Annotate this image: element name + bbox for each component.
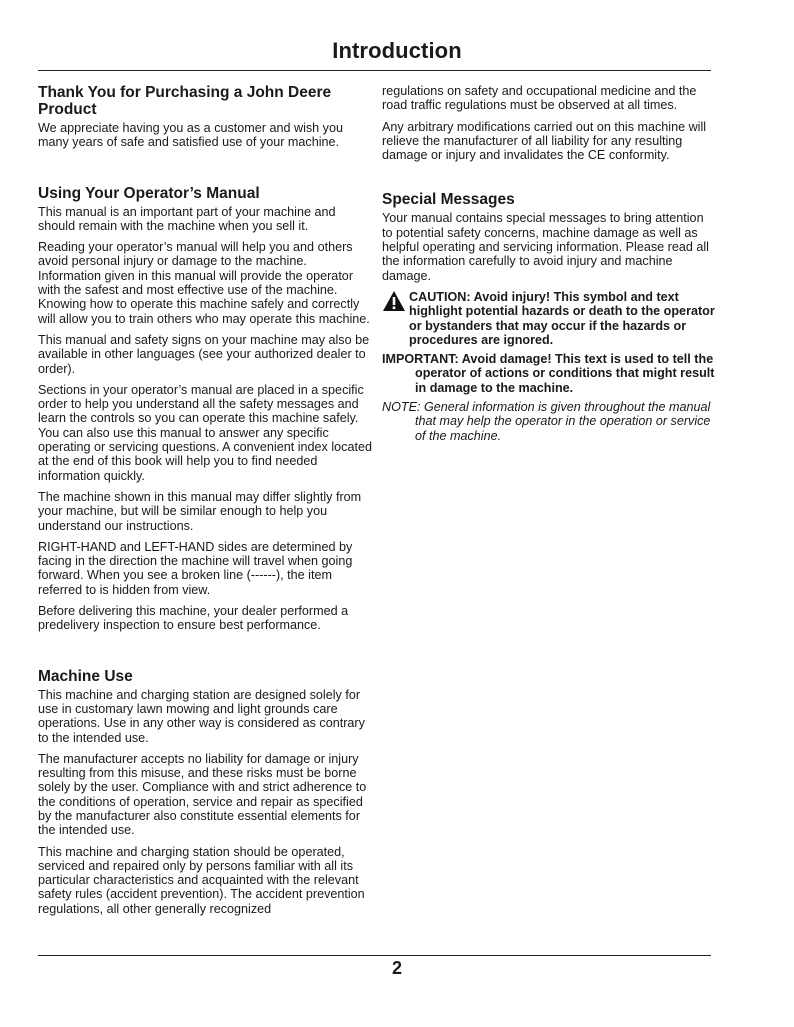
right-column bbox=[382, 84, 716, 448]
header-divider bbox=[38, 70, 711, 71]
heading-operators-manual: Using Your Operator’s Manual bbox=[38, 184, 260, 202]
paragraph: RIGHT-HAND and LEFT-HAND sides are determined by facing in the direction the machine will travel when going forward. When you see a broken line (------), the item referred to is hidden from view. bbox=[38, 539, 353, 597]
heading-thank-you: Thank You for Purchasing a John Deere Product bbox=[38, 84, 332, 118]
note-message: NOTE: General information is given throughout the manual that may help the operator in the operation or service of the machine. bbox=[382, 400, 711, 443]
paragraph: Your manual contains special messages to bring attention to potential safety concerns, machine damage as well as helpful operating and servicing information. Please read all the information carefully to avoid injury and machine damage. bbox=[382, 211, 709, 283]
page-number: 2 bbox=[391, 958, 402, 978]
section-special-messages bbox=[382, 191, 716, 442]
footer-divider bbox=[38, 955, 711, 956]
warning-triangle-icon bbox=[382, 290, 406, 315]
paragraph: The machine shown in this manual may differ slightly from your machine, but will be similar enough to help you understand our instructions. bbox=[38, 489, 362, 533]
paragraph: This machine and charging station should be operated, serviced and repaired only by persons familiar with all its particular characteristics and acquainted with the relevant safety rules (accident prevention). The accident prevention regulations, all other generally recognized bbox=[38, 844, 365, 916]
paragraph: Sections in your operator’s manual are placed in a specific order to help you understand all the safety messages and learn the controls so you can operate this machine safely. You can also use this manual to answer any specific operating or servicing questions. A convenient index located at the end of this book will help you to find needed information quickly. bbox=[38, 382, 372, 483]
heading-special-messages: Special Messages bbox=[382, 191, 515, 209]
paragraph: Reading your operator’s manual will help you and others avoid personal injury or damage to the machine. Information given in this manual will provide the operator with the safest and most effective use of the machine. Knowing how to operate this machine safely and correctly will allow you to train others who may operate this machine. bbox=[38, 240, 370, 326]
page-title: Introduction bbox=[332, 38, 462, 63]
heading-machine-use: Machine Use bbox=[38, 667, 133, 685]
paragraph: This manual is an important part of your machine and should remain with the machine when you sell it. bbox=[38, 204, 336, 233]
paragraph: The manufacturer accepts no liability for damage or injury resulting from this misuse, and these risks must be borne solely by the user. Compliance with and strict adherence to the conditions of operation, service and repair as specified by the manufacturer also constitute essential elements for the intended use. bbox=[38, 751, 367, 838]
paragraph: We appreciate having you as a customer and wish you many years of safe and satisfied use of your machine. bbox=[38, 121, 343, 150]
caution-message bbox=[382, 290, 716, 347]
caution-text: CAUTION: Avoid injury! This symbol and text highlight potential hazards or death to the operator or bystanders that may occur if the hazards or procedures are ignored. bbox=[409, 289, 715, 347]
important-message: IMPORTANT: Avoid damage! This text is used to tell the operator of actions or conditions that might result in damage to the machine. bbox=[382, 352, 715, 395]
paragraph: This manual and safety signs on your machine may also be available in other languages (see your authorized dealer to order). bbox=[38, 332, 370, 376]
section-machine-use-continued bbox=[382, 84, 716, 162]
paragraph: Any arbitrary modifications carried out on this machine will relieve the manufacturer of all liability for any resulting damage or injury and invalidates the CE conformity. bbox=[382, 119, 707, 163]
section-thank-you bbox=[38, 84, 372, 150]
paragraph: Before delivering this machine, your dealer performed a predelivery inspection to ensure best performance. bbox=[38, 604, 349, 633]
section-machine-use bbox=[38, 668, 372, 916]
paragraph: This machine and charging station are designed solely for use in customary lawn mowing and light grounds care operations. Use in any other way is considered as contrary to the intended use. bbox=[38, 687, 365, 745]
section-operators-manual bbox=[38, 185, 372, 633]
left-column bbox=[38, 84, 372, 923]
paragraph: regulations on safety and occupational medicine and the road traffic regulations must be observed at all times. bbox=[382, 84, 697, 113]
